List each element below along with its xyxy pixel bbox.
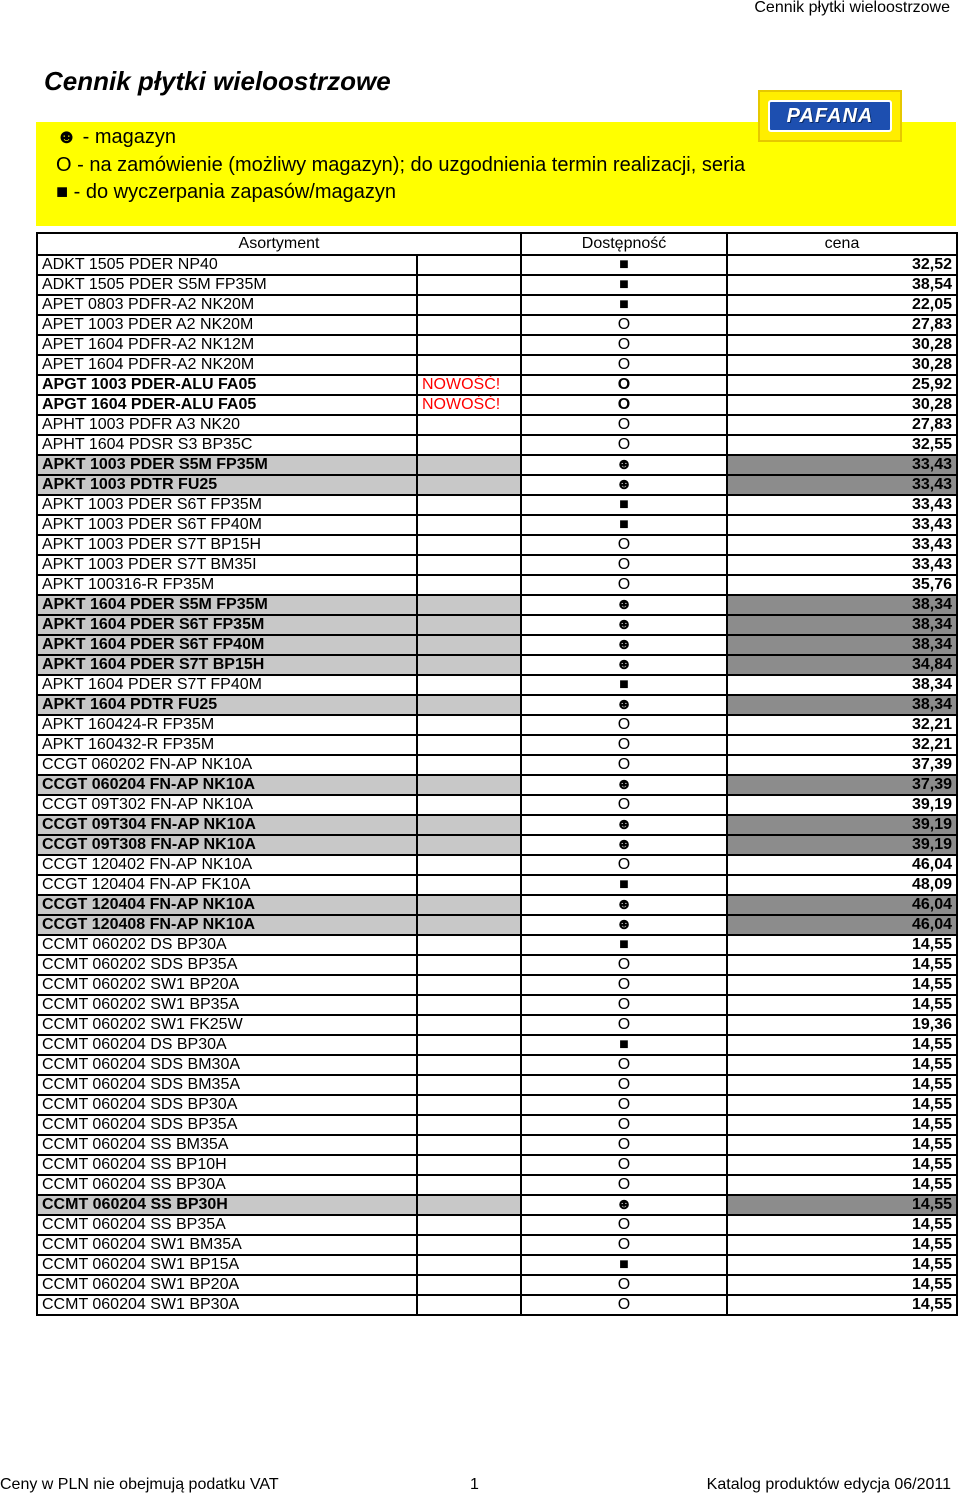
legend-stock: ☻ - magazyn (56, 126, 176, 148)
availability-symbol: ☻ (521, 775, 727, 795)
table-row (37, 1075, 957, 1095)
table-row (37, 835, 957, 855)
availability-symbol: O (521, 535, 727, 555)
price-value: 34,84 (727, 655, 957, 675)
table-row (37, 1095, 957, 1115)
product-name: CCGT 09T304 FN-AP NK10A (37, 815, 417, 835)
price-value: 14,55 (727, 1195, 957, 1215)
new-badge: NOWOŚĆ! (417, 375, 521, 395)
price-value: 46,04 (727, 895, 957, 915)
product-name: CCMT 060204 SDS BP35A (37, 1115, 417, 1135)
table-row (37, 255, 957, 275)
new-badge (417, 635, 521, 655)
product-name: CCMT 060202 SW1 BP20A (37, 975, 417, 995)
availability-symbol: ■ (521, 935, 727, 955)
price-table (36, 232, 958, 1316)
new-badge (417, 1015, 521, 1035)
price-value: 46,04 (727, 855, 957, 875)
header-availability: Dostępność (521, 233, 727, 255)
new-badge (417, 1135, 521, 1155)
new-badge (417, 1095, 521, 1115)
table-row (37, 1195, 957, 1215)
price-value: 14,55 (727, 1115, 957, 1135)
new-badge (417, 895, 521, 915)
availability-symbol: ☻ (521, 815, 727, 835)
availability-symbol: ■ (521, 255, 727, 275)
new-badge (417, 435, 521, 455)
table-row (37, 495, 957, 515)
new-badge (417, 1255, 521, 1275)
availability-symbol: ☻ (521, 895, 727, 915)
price-value: 46,04 (727, 915, 957, 935)
new-badge (417, 1035, 521, 1055)
product-name: CCGT 120404 FN-AP NK10A (37, 895, 417, 915)
availability-symbol: O (521, 1235, 727, 1255)
availability-symbol: O (521, 575, 727, 595)
new-badge (417, 655, 521, 675)
table-row (37, 1175, 957, 1195)
running-header: Cennik płytki wieloostrzowe (754, 0, 950, 16)
table-row (37, 875, 957, 895)
header-price: cena (727, 233, 957, 255)
table-row (37, 595, 957, 615)
logo-text: PAFANA (768, 100, 892, 132)
product-name: APKT 1003 PDER S5M FP35M (37, 455, 417, 475)
product-name: APET 1604 PDFR-A2 NK20M (37, 355, 417, 375)
price-value: 14,55 (727, 1235, 957, 1255)
price-value: 14,55 (727, 1175, 957, 1195)
table-row (37, 1035, 957, 1055)
new-badge (417, 1215, 521, 1235)
price-value: 14,55 (727, 1035, 957, 1055)
product-name: APKT 1604 PDTR FU25 (37, 695, 417, 715)
price-value: 25,92 (727, 375, 957, 395)
product-name: APKT 1604 PDER S7T FP40M (37, 675, 417, 695)
new-badge (417, 855, 521, 875)
product-name: CCMT 060202 SW1 FK25W (37, 1015, 417, 1035)
price-value: 14,55 (727, 955, 957, 975)
product-name: CCGT 060202 FN-AP NK10A (37, 755, 417, 775)
table-row (37, 1015, 957, 1035)
product-name: CCGT 09T308 FN-AP NK10A (37, 835, 417, 855)
table-row (37, 895, 957, 915)
table-row (37, 995, 957, 1015)
table-row (37, 955, 957, 975)
product-name: CCMT 060204 SS BP30H (37, 1195, 417, 1215)
product-name: APGT 1003 PDER-ALU FA05 (37, 375, 417, 395)
price-value: 14,55 (727, 1055, 957, 1075)
availability-symbol: ■ (521, 875, 727, 895)
product-name: APET 0803 PDFR-A2 NK20M (37, 295, 417, 315)
new-badge (417, 835, 521, 855)
availability-symbol: ■ (521, 515, 727, 535)
price-value: 14,55 (727, 1295, 957, 1315)
availability-symbol: O (521, 855, 727, 875)
availability-symbol: O (521, 1155, 727, 1175)
new-badge (417, 475, 521, 495)
table-row (37, 735, 957, 755)
product-name: CCMT 060204 SDS BM30A (37, 1055, 417, 1075)
availability-symbol: ■ (521, 495, 727, 515)
new-badge (417, 535, 521, 555)
new-badge (417, 935, 521, 955)
product-name: CCGT 120402 FN-AP NK10A (37, 855, 417, 875)
table-header-row (37, 233, 957, 255)
new-badge (417, 575, 521, 595)
price-value: 32,21 (727, 715, 957, 735)
product-name: APHT 1003 PDFR A3 NK20 (37, 415, 417, 435)
pafana-logo (758, 90, 902, 142)
table-row (37, 975, 957, 995)
new-badge (417, 555, 521, 575)
product-name: CCMT 060204 SDS BM35A (37, 1075, 417, 1095)
table-row (37, 675, 957, 695)
availability-symbol: O (521, 1275, 727, 1295)
price-value: 38,34 (727, 615, 957, 635)
product-name: CCMT 060204 SW1 BM35A (37, 1235, 417, 1255)
product-name: CCMT 060204 SS BP10H (37, 1155, 417, 1175)
availability-symbol: O (521, 975, 727, 995)
price-value: 38,34 (727, 695, 957, 715)
availability-symbol: O (521, 1115, 727, 1135)
table-row (37, 935, 957, 955)
price-value: 39,19 (727, 835, 957, 855)
availability-symbol: ■ (521, 675, 727, 695)
availability-symbol: ■ (521, 1255, 727, 1275)
product-name: APKT 160424-R FP35M (37, 715, 417, 735)
availability-symbol: O (521, 715, 727, 735)
price-value: 27,83 (727, 315, 957, 335)
price-value: 39,19 (727, 795, 957, 815)
price-value: 14,55 (727, 975, 957, 995)
availability-symbol: O (521, 315, 727, 335)
table-row (37, 1215, 957, 1235)
footer-catalog-edition: Katalog produktów edycja 06/2011 (706, 1476, 951, 1493)
new-badge (417, 1175, 521, 1195)
footer-vat-note: Ceny w PLN nie obejmują podatku VAT (0, 1476, 279, 1493)
new-badge (417, 1235, 521, 1255)
product-name: CCMT 060204 DS BP30A (37, 1035, 417, 1055)
page-title: Cennik płytki wieloostrzowe (44, 66, 391, 96)
price-value: 33,43 (727, 515, 957, 535)
table-row (37, 415, 957, 435)
availability-symbol: ☻ (521, 915, 727, 935)
availability-symbol: O (521, 755, 727, 775)
price-value: 33,43 (727, 495, 957, 515)
price-value: 27,83 (727, 415, 957, 435)
product-name: CCMT 060202 DS BP30A (37, 935, 417, 955)
new-badge (417, 1155, 521, 1175)
new-badge (417, 795, 521, 815)
product-name: APKT 160432-R FP35M (37, 735, 417, 755)
new-badge (417, 1055, 521, 1075)
table-row (37, 715, 957, 735)
price-value: 14,55 (727, 1215, 957, 1235)
product-name: APKT 1003 PDER S7T BP15H (37, 535, 417, 555)
table-row (37, 1295, 957, 1315)
availability-symbol: O (521, 1295, 727, 1315)
price-value: 30,28 (727, 355, 957, 375)
new-badge (417, 775, 521, 795)
table-row (37, 615, 957, 635)
new-badge (417, 875, 521, 895)
product-name: CCGT 09T302 FN-AP NK10A (37, 795, 417, 815)
new-badge (417, 455, 521, 475)
product-name: APKT 1003 PDTR FU25 (37, 475, 417, 495)
product-name: CCMT 060204 SS BM35A (37, 1135, 417, 1155)
new-badge (417, 1275, 521, 1295)
product-name: CCGT 120404 FN-AP FK10A (37, 875, 417, 895)
product-name: CCMT 060202 SW1 BP35A (37, 995, 417, 1015)
product-name: APET 1604 PDFR-A2 NK12M (37, 335, 417, 355)
product-name: APKT 1604 PDER S5M FP35M (37, 595, 417, 615)
table-row (37, 435, 957, 455)
table-row (37, 1155, 957, 1175)
product-name: CCMT 060204 SS BP30A (37, 1175, 417, 1195)
availability-symbol: ■ (521, 275, 727, 295)
price-value: 14,55 (727, 1095, 957, 1115)
availability-symbol: O (521, 375, 727, 395)
price-value: 33,43 (727, 475, 957, 495)
price-value: 14,55 (727, 1135, 957, 1155)
new-badge (417, 275, 521, 295)
product-name: APKT 1003 PDER S6T FP35M (37, 495, 417, 515)
price-value: 14,55 (727, 995, 957, 1015)
availability-symbol: O (521, 435, 727, 455)
product-name: CCMT 060204 SS BP35A (37, 1215, 417, 1235)
product-name: CCMT 060204 SDS BP30A (37, 1095, 417, 1115)
new-badge (417, 315, 521, 335)
table-row (37, 695, 957, 715)
table-row (37, 355, 957, 375)
availability-symbol: O (521, 795, 727, 815)
table-row (37, 315, 957, 335)
product-name: APKT 1604 PDER S6T FP35M (37, 615, 417, 635)
price-value: 32,52 (727, 255, 957, 275)
table-row (37, 1055, 957, 1075)
new-badge (417, 1195, 521, 1215)
new-badge (417, 615, 521, 635)
new-badge: NOWOŚĆ! (417, 395, 521, 415)
new-badge (417, 915, 521, 935)
product-name: APHT 1604 PDSR S3 BP35C (37, 435, 417, 455)
table-row (37, 855, 957, 875)
table-row (37, 635, 957, 655)
new-badge (417, 995, 521, 1015)
new-badge (417, 1295, 521, 1315)
legend-order: O - na zamówienie (możliwy magazyn); do uzgodnienia termin realizacji, seria (56, 154, 746, 176)
table-row (37, 335, 957, 355)
availability-symbol: ☻ (521, 835, 727, 855)
price-value: 14,55 (727, 1275, 957, 1295)
footer-page-number: 1 (470, 1476, 479, 1493)
new-badge (417, 595, 521, 615)
table-row (37, 1235, 957, 1255)
availability-symbol: ☻ (521, 475, 727, 495)
new-badge (417, 815, 521, 835)
new-badge (417, 975, 521, 995)
product-name: CCGT 120408 FN-AP NK10A (37, 915, 417, 935)
new-badge (417, 735, 521, 755)
availability-symbol: ☻ (521, 1195, 727, 1215)
table-row (37, 275, 957, 295)
availability-symbol: O (521, 995, 727, 1015)
table-row (37, 295, 957, 315)
product-name: CCGT 060204 FN-AP NK10A (37, 775, 417, 795)
new-badge (417, 1075, 521, 1095)
product-name: APKT 1604 PDER S6T FP40M (37, 635, 417, 655)
product-name: APKT 100316-R FP35M (37, 575, 417, 595)
table-row (37, 555, 957, 575)
product-name: APKT 1003 PDER S6T FP40M (37, 515, 417, 535)
new-badge (417, 335, 521, 355)
table-row (37, 915, 957, 935)
availability-symbol: O (521, 395, 727, 415)
new-badge (417, 255, 521, 275)
new-badge (417, 695, 521, 715)
new-badge (417, 415, 521, 435)
table-row (37, 1115, 957, 1135)
table-row (37, 455, 957, 475)
new-badge (417, 675, 521, 695)
availability-symbol: O (521, 1215, 727, 1235)
price-value: 14,55 (727, 935, 957, 955)
price-value: 33,43 (727, 455, 957, 475)
table-row (37, 1135, 957, 1155)
availability-symbol: O (521, 415, 727, 435)
price-value: 35,76 (727, 575, 957, 595)
availability-symbol: ☻ (521, 615, 727, 635)
price-value: 38,54 (727, 275, 957, 295)
new-badge (417, 755, 521, 775)
availability-symbol: O (521, 1075, 727, 1095)
availability-symbol: O (521, 1175, 727, 1195)
availability-symbol: O (521, 955, 727, 975)
price-value: 19,36 (727, 1015, 957, 1035)
table-row (37, 1255, 957, 1275)
price-value: 14,55 (727, 1255, 957, 1275)
new-badge (417, 495, 521, 515)
availability-symbol: O (521, 1135, 727, 1155)
availability-symbol: ■ (521, 1035, 727, 1055)
table-row (37, 395, 957, 415)
product-name: CCMT 060204 SW1 BP30A (37, 1295, 417, 1315)
table-row (37, 515, 957, 535)
availability-symbol: O (521, 1015, 727, 1035)
table-row (37, 575, 957, 595)
availability-symbol: O (521, 355, 727, 375)
price-value: 22,05 (727, 295, 957, 315)
new-badge (417, 955, 521, 975)
price-value: 30,28 (727, 335, 957, 355)
availability-symbol: O (521, 735, 727, 755)
price-value: 37,39 (727, 775, 957, 795)
availability-symbol: O (521, 555, 727, 575)
price-value: 14,55 (727, 1075, 957, 1095)
new-badge (417, 1115, 521, 1135)
product-name: APKT 1604 PDER S7T BP15H (37, 655, 417, 675)
price-value: 30,28 (727, 395, 957, 415)
product-name: APET 1003 PDER A2 NK20M (37, 315, 417, 335)
availability-symbol: ☻ (521, 655, 727, 675)
product-name: CCMT 060204 SW1 BP20A (37, 1275, 417, 1295)
availability-symbol: O (521, 1055, 727, 1075)
table-row (37, 795, 957, 815)
product-name: CCMT 060204 SW1 BP15A (37, 1255, 417, 1275)
product-name: ADKT 1505 PDER S5M FP35M (37, 275, 417, 295)
table-row (37, 375, 957, 395)
availability-symbol: ☻ (521, 695, 727, 715)
new-badge (417, 715, 521, 735)
new-badge (417, 355, 521, 375)
price-value: 33,43 (727, 535, 957, 555)
price-value: 37,39 (727, 755, 957, 775)
availability-symbol: ☻ (521, 455, 727, 475)
table-row (37, 655, 957, 675)
price-value: 48,09 (727, 875, 957, 895)
table-row (37, 815, 957, 835)
product-name: APGT 1604 PDER-ALU FA05 (37, 395, 417, 415)
table-row (37, 755, 957, 775)
table-row (37, 775, 957, 795)
availability-symbol: O (521, 1095, 727, 1115)
price-value: 32,55 (727, 435, 957, 455)
new-badge (417, 295, 521, 315)
price-value: 38,34 (727, 595, 957, 615)
header-assortment: Asortyment (37, 233, 521, 255)
legend-clearance: ■ - do wyczerpania zapasów/magazyn (56, 181, 397, 203)
new-badge (417, 515, 521, 535)
table-row (37, 535, 957, 555)
price-value: 38,34 (727, 635, 957, 655)
product-name: ADKT 1505 PDER NP40 (37, 255, 417, 275)
price-value: 38,34 (727, 675, 957, 695)
price-value: 14,55 (727, 1155, 957, 1175)
table-row (37, 1275, 957, 1295)
price-value: 32,21 (727, 735, 957, 755)
price-value: 39,19 (727, 815, 957, 835)
availability-symbol: ■ (521, 295, 727, 315)
product-name: CCMT 060202 SDS BP35A (37, 955, 417, 975)
table-row (37, 475, 957, 495)
product-name: APKT 1003 PDER S7T BM35I (37, 555, 417, 575)
price-value: 33,43 (727, 555, 957, 575)
availability-symbol: O (521, 335, 727, 355)
availability-symbol: ☻ (521, 595, 727, 615)
availability-symbol: ☻ (521, 635, 727, 655)
